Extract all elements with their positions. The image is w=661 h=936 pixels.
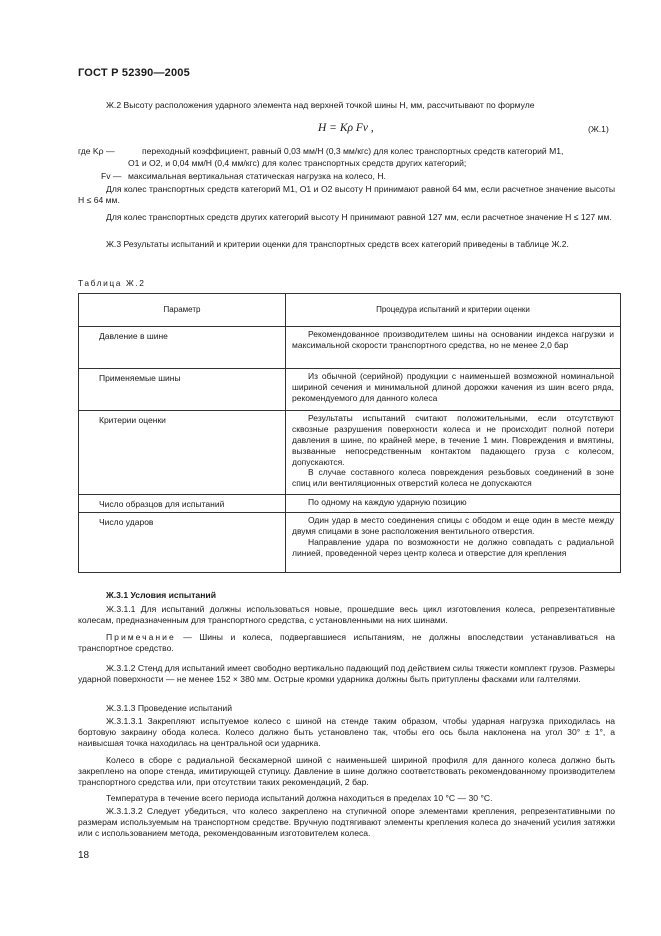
- table-cell-paragraph: В случае составного колеса повреждения резьбовых соединений в зоне спиц или вентиляционных отверстий колеса не допускаются: [292, 467, 614, 489]
- paragraph-3313: Ж.3.1.3 Проведение испытаний: [106, 703, 233, 713]
- paragraph-zh2: Ж.2 Высоту расположения ударного элемента над верхней точкой шины H, мм, рассчитывают по формуле: [106, 100, 535, 110]
- table-cell-text: [286, 513, 621, 573]
- where-k-line1: переходный коэффициент, равный 0,03 мм/Н (0,3 мм/кгс) для колес транспортных средств категорий M1,: [142, 146, 564, 156]
- table-cell-param: Число ударов: [79, 513, 286, 573]
- table-cell-text: [286, 369, 621, 411]
- table-cell-param: Критерии оценки: [79, 411, 286, 495]
- where-k-line2: O1 и O2, и 0,04 мм/Н (0,4 мм/кгс) для колес транспортных средств других категорий;: [128, 158, 467, 168]
- paragraph-33131: Ж.3.1.3.1 Закрепляют испытуемое колесо с шиной на стенде таким образом, чтобы ударная нагрузка приходилась на бортовую закраину обода колеса. Колесо должно быть установлено так, чтобы его ось была наклонена на угол 30° ± 1°, а наивысшая точка находилась на центральной оси ударника.: [78, 716, 615, 749]
- table-cell-paragraph: Рекомендованное производителем шины на основании индекса нагрузки и максимальной скорости транспортного средства, но не менее 2,0 бар: [292, 329, 614, 350]
- where-k-lead: где Kρ —: [78, 146, 115, 156]
- table-cell-text: [286, 327, 621, 369]
- table-cell-param: Число образцов для испытаний: [79, 495, 286, 513]
- table-header-row: [79, 294, 621, 327]
- table-cell-paragraph: Из обычной (серийной) продукции с наименьшей возможной номинальной шириной сечения и минимальной длиной дорожки качения из шин всего ряда, рекомендуемого для данного колеса: [292, 371, 614, 403]
- table-cell-text: [286, 411, 621, 495]
- paragraph-3311: Ж.3.1.1 Для испытаний должны использоваться новые, прошедшие весь цикл изготовления колеса, репрезентативные колесам, предназначенным для транспортного средства, с установленными на них шинами.: [78, 604, 615, 626]
- table-cell-param: Давление в шине: [79, 327, 286, 369]
- note-paragraph: [78, 632, 615, 654]
- note-label: Примечание: [106, 632, 176, 642]
- paragraph-3312: Ж.3.1.2 Стенд для испытаний имеет свободно вертикально падающий под действием силы тяжести комплект грузов. Размеры ударной поверхности — не менее 152 × 380 мм. Острые кромки ударника должны быть притуплены фасками или галтелями.: [78, 663, 615, 685]
- table-header-procedure: Процедура испытаний и критерии оценки: [286, 294, 621, 327]
- table-cell-param: Применяемые шины: [79, 369, 286, 411]
- paragraph-other: Для колес транспортных средств других категорий высоту H принимают равной 127 мм, если расчетное значение H ≤ 127 мм.: [106, 212, 612, 222]
- note-text: — Шины и колеса, подвергавшиеся испытаниям, не должны впоследствии устанавливаться на транспортное средство.: [78, 632, 615, 654]
- results-table: [78, 293, 621, 573]
- where-f-lead: Fv —: [101, 171, 122, 181]
- table-row: [79, 327, 621, 369]
- paragraph-m1: Для колес транспортных средств категорий M1, O1 и O2 высоту H принимают равной 64 мм, если расчетное значение высоты H ≤ 64 мм.: [78, 184, 615, 206]
- table-row: [79, 495, 621, 513]
- formula-number: (Ж.1): [588, 124, 609, 134]
- paragraph-33132: Ж.3.1.3.2 Следует убедиться, что колесо закреплено на ступичной опоре элементами крепления, репрезентативными по размерам используемым на транспортном средстве. Вручную подтягивают элементы крепления колеса до значений усилия затяжки или с использованием метода, рекомендованным изготовителем колеса.: [78, 806, 615, 839]
- paragraph-zh3: Ж.3 Результаты испытаний и критерии оценки для транспортных средств всех категорий приведены в таблице Ж.2.: [106, 239, 569, 249]
- paragraph-radial: Колесо в сборе с радиальной бескамерной шиной с наименьшей шириной профиля для данного колеса должно быть закреплено на опоре стенда, имитирующей ступицу. Давление в шине должно соответствовать рекомендованному производителем транспортного средства или, при отсутствии таких рекомендаций, 2 бар.: [78, 755, 615, 788]
- page-number: 18: [78, 850, 90, 861]
- formula-zh1: H = Kρ Fv ,: [318, 122, 374, 134]
- table-cell-paragraph: Направление удара по возможности не должно совпадать с радиальной линией, проведенной через центр колеса и отверстие для крепления: [292, 536, 614, 558]
- page-header-title: ГОСТ Р 52390—2005: [78, 67, 190, 79]
- section-331-title: Ж.3.1 Условия испытаний: [106, 590, 216, 600]
- table-row: [79, 513, 621, 573]
- table-cell-paragraph: По одному на каждую ударную позицию: [308, 497, 467, 507]
- paragraph-temp: Температура в течение всего периода испытаний должна находиться в пределах 10 °С — 30 °С.: [106, 793, 493, 803]
- table-row: [79, 369, 621, 411]
- table-cell-paragraph: Результаты испытаний считают положительными, если отсутствуют сквозные разрушения поверхности колеса и не происходит полной потери давления в шине, по крайней мере, в течение 1 мин. Повреждения и вмятины, вызванные непосредственным контактом падающего груза с колесом, допускаются.: [292, 413, 614, 467]
- where-f-line: максимальная вертикальная статическая нагрузка на колесо, Н.: [128, 171, 386, 181]
- table-row: [79, 411, 621, 495]
- table-cell-text: [286, 495, 621, 513]
- table-header-param: Параметр: [79, 294, 286, 327]
- table-cell-paragraph: Один удар в место соединения спицы с ободом и еще один в месте между двумя спицами в зоне расположения вентильного отверстия.: [292, 515, 614, 536]
- table-caption: Таблица Ж.2: [78, 278, 146, 288]
